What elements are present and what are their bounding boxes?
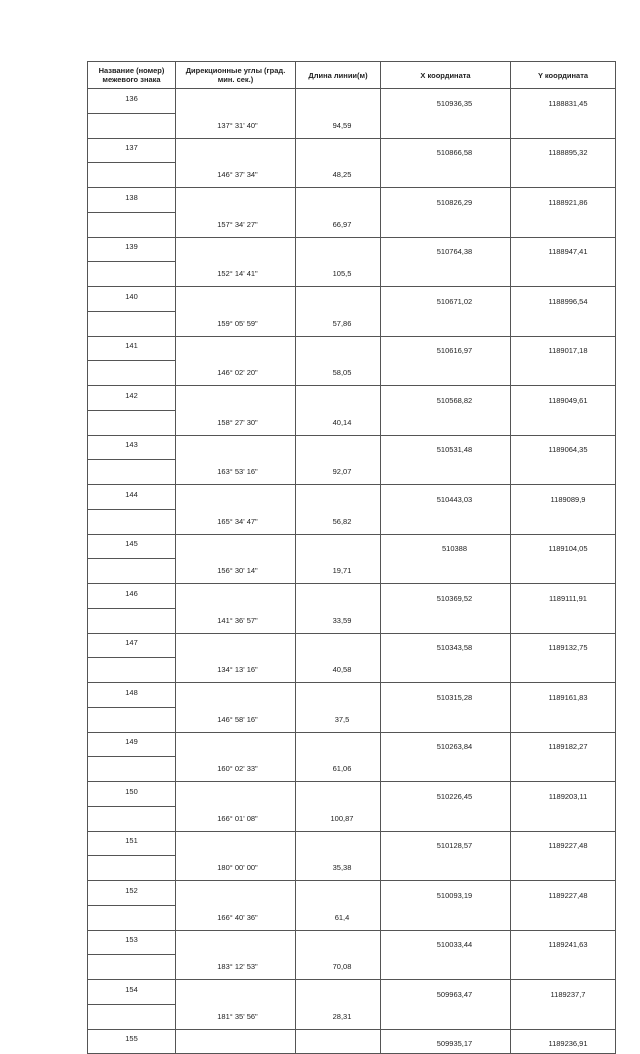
empty-cell <box>511 806 616 831</box>
empty-cell <box>296 782 381 807</box>
x-coordinate: 510568,82 <box>381 386 511 411</box>
point-name: 147 <box>88 633 176 658</box>
direction-angle: 137° 31' 40" <box>176 113 296 138</box>
empty-cell <box>511 212 616 237</box>
empty-cell <box>381 509 511 534</box>
y-coordinate: 1189203,11 <box>511 782 616 807</box>
empty-cell <box>511 361 616 386</box>
point-name: 152 <box>88 881 176 906</box>
table-row <box>88 212 616 237</box>
empty-cell <box>381 212 511 237</box>
empty-cell <box>176 485 296 510</box>
point-name: 149 <box>88 732 176 757</box>
x-coordinate: 510531,48 <box>381 435 511 460</box>
x-coordinate: 510315,28 <box>381 683 511 708</box>
empty-cell <box>296 386 381 411</box>
direction-angle: 183° 12' 53" <box>176 955 296 980</box>
empty-cell <box>176 435 296 460</box>
empty-cell <box>176 831 296 856</box>
empty-cell <box>381 163 511 188</box>
header-angle: Дирекционные углы (град. мин. сек.) <box>176 62 296 89</box>
empty-cell <box>88 262 176 287</box>
table-row <box>88 113 616 138</box>
empty-cell <box>88 212 176 237</box>
table-row <box>88 460 616 485</box>
table-row <box>88 707 616 732</box>
point-name: 144 <box>88 485 176 510</box>
point-name: 153 <box>88 930 176 955</box>
empty-cell <box>381 608 511 633</box>
line-length: 105,5 <box>296 262 381 287</box>
y-coordinate: 1188921,86 <box>511 188 616 213</box>
line-length: 40,14 <box>296 410 381 435</box>
line-length: 94,59 <box>296 113 381 138</box>
point-name: 154 <box>88 980 176 1005</box>
empty-cell <box>511 460 616 485</box>
table-row <box>88 188 616 213</box>
empty-cell <box>511 608 616 633</box>
line-length: 40,58 <box>296 658 381 683</box>
empty-cell <box>176 138 296 163</box>
y-coordinate: 1188895,32 <box>511 138 616 163</box>
x-coordinate: 510226,45 <box>381 782 511 807</box>
point-name: 140 <box>88 287 176 312</box>
empty-cell <box>176 683 296 708</box>
table-row <box>88 905 616 930</box>
y-coordinate: 1189017,18 <box>511 336 616 361</box>
x-coordinate: 510671,02 <box>381 287 511 312</box>
direction-angle: 146° 02' 20" <box>176 361 296 386</box>
empty-cell <box>296 138 381 163</box>
table-row <box>88 930 616 955</box>
empty-cell <box>176 980 296 1005</box>
direction-angle: 152° 14' 41" <box>176 262 296 287</box>
empty-cell <box>511 113 616 138</box>
line-length: 19,71 <box>296 559 381 584</box>
header-y: Y координата <box>511 62 616 89</box>
empty-cell <box>381 361 511 386</box>
empty-cell <box>511 905 616 930</box>
empty-cell <box>88 361 176 386</box>
table-row <box>88 361 616 386</box>
empty-cell <box>176 89 296 114</box>
direction-angle: 160° 02' 33" <box>176 757 296 782</box>
table-row <box>88 1029 616 1054</box>
empty-cell <box>511 311 616 336</box>
empty-cell <box>511 262 616 287</box>
table-row <box>88 89 616 114</box>
x-coordinate: 510936,35 <box>381 89 511 114</box>
empty-cell <box>176 237 296 262</box>
empty-cell <box>296 336 381 361</box>
empty-cell <box>381 410 511 435</box>
point-name: 139 <box>88 237 176 262</box>
empty-cell <box>88 460 176 485</box>
y-coordinate: 1189161,83 <box>511 683 616 708</box>
y-coordinate: 1189237,7 <box>511 980 616 1005</box>
line-length: 28,31 <box>296 1004 381 1029</box>
line-length: 58,05 <box>296 361 381 386</box>
y-coordinate: 1188947,41 <box>511 237 616 262</box>
empty-cell <box>381 955 511 980</box>
point-name: 151 <box>88 831 176 856</box>
direction-angle: 134° 13' 16" <box>176 658 296 683</box>
line-length: 37,5 <box>296 707 381 732</box>
empty-cell <box>88 905 176 930</box>
empty-cell <box>88 658 176 683</box>
empty-cell <box>511 410 616 435</box>
table-row <box>88 633 616 658</box>
y-coordinate: 1188996,54 <box>511 287 616 312</box>
table-row <box>88 1004 616 1029</box>
line-length: 56,82 <box>296 509 381 534</box>
empty-cell <box>381 262 511 287</box>
line-length: 70,08 <box>296 955 381 980</box>
table-row <box>88 435 616 460</box>
empty-cell <box>381 905 511 930</box>
direction-angle: 166° 01' 08" <box>176 806 296 831</box>
empty-cell <box>296 188 381 213</box>
empty-cell <box>296 683 381 708</box>
x-coordinate: 510866,58 <box>381 138 511 163</box>
x-coordinate: 510263,84 <box>381 732 511 757</box>
table-header-row <box>88 62 616 89</box>
empty-cell <box>381 707 511 732</box>
empty-cell <box>88 113 176 138</box>
empty-cell <box>296 831 381 856</box>
table-row <box>88 980 616 1005</box>
line-length: 61,4 <box>296 905 381 930</box>
point-name: 146 <box>88 584 176 609</box>
empty-cell <box>296 237 381 262</box>
empty-cell <box>296 881 381 906</box>
empty-cell <box>176 930 296 955</box>
table-row <box>88 287 616 312</box>
table-row <box>88 831 616 856</box>
empty-cell <box>176 534 296 559</box>
direction-angle: 159° 05' 59" <box>176 311 296 336</box>
point-name: 137 <box>88 138 176 163</box>
empty-cell <box>381 757 511 782</box>
line-length: 66,97 <box>296 212 381 237</box>
empty-cell <box>176 1029 296 1054</box>
table-row <box>88 881 616 906</box>
x-coordinate: 509963,47 <box>381 980 511 1005</box>
empty-cell <box>88 559 176 584</box>
header-x: X координата <box>381 62 511 89</box>
x-coordinate: 510369,52 <box>381 584 511 609</box>
y-coordinate: 1189227,48 <box>511 881 616 906</box>
line-length: 35,38 <box>296 856 381 881</box>
empty-cell <box>296 534 381 559</box>
x-coordinate: 510388 <box>381 534 511 559</box>
empty-cell <box>296 1029 381 1054</box>
empty-cell <box>381 311 511 336</box>
direction-angle: 166° 40' 36" <box>176 905 296 930</box>
empty-cell <box>176 336 296 361</box>
table-row <box>88 757 616 782</box>
table-row <box>88 658 616 683</box>
table-row <box>88 683 616 708</box>
x-coordinate: 510128,57 <box>381 831 511 856</box>
empty-cell <box>511 1004 616 1029</box>
table-row <box>88 559 616 584</box>
y-coordinate: 1189132,75 <box>511 633 616 658</box>
table-row <box>88 806 616 831</box>
point-name: 136 <box>88 89 176 114</box>
x-coordinate: 510343,58 <box>381 633 511 658</box>
table-row <box>88 262 616 287</box>
table-row <box>88 163 616 188</box>
table-row <box>88 138 616 163</box>
table-row <box>88 782 616 807</box>
x-coordinate: 510764,38 <box>381 237 511 262</box>
point-name: 138 <box>88 188 176 213</box>
table-row <box>88 311 616 336</box>
y-coordinate: 1189182,27 <box>511 732 616 757</box>
line-length: 48,25 <box>296 163 381 188</box>
x-coordinate: 510616,97 <box>381 336 511 361</box>
empty-cell <box>511 757 616 782</box>
direction-angle: 156° 30' 14" <box>176 559 296 584</box>
empty-cell <box>511 856 616 881</box>
line-length: 92,07 <box>296 460 381 485</box>
empty-cell <box>511 509 616 534</box>
empty-cell <box>296 89 381 114</box>
x-coordinate: 510093,19 <box>381 881 511 906</box>
table-body <box>88 89 616 1054</box>
point-name: 141 <box>88 336 176 361</box>
empty-cell <box>296 485 381 510</box>
table-row <box>88 955 616 980</box>
direction-angle: 181° 35' 56" <box>176 1004 296 1029</box>
empty-cell <box>511 955 616 980</box>
y-coordinate: 1189236,91 <box>511 1029 616 1054</box>
empty-cell <box>296 980 381 1005</box>
direction-angle: 146° 37' 34" <box>176 163 296 188</box>
line-length: 100,87 <box>296 806 381 831</box>
empty-cell <box>296 584 381 609</box>
empty-cell <box>381 460 511 485</box>
empty-cell <box>88 856 176 881</box>
y-coordinate: 1189241,63 <box>511 930 616 955</box>
empty-cell <box>176 782 296 807</box>
empty-cell <box>88 163 176 188</box>
point-name: 150 <box>88 782 176 807</box>
empty-cell <box>296 930 381 955</box>
empty-cell <box>381 113 511 138</box>
empty-cell <box>511 559 616 584</box>
empty-cell <box>176 287 296 312</box>
empty-cell <box>176 633 296 658</box>
y-coordinate: 1189227,48 <box>511 831 616 856</box>
table-row <box>88 237 616 262</box>
direction-angle: 165° 34' 47" <box>176 509 296 534</box>
empty-cell <box>381 658 511 683</box>
y-coordinate: 1188831,45 <box>511 89 616 114</box>
line-length: 33,59 <box>296 608 381 633</box>
direction-angle: 158° 27' 30" <box>176 410 296 435</box>
empty-cell <box>88 757 176 782</box>
table-row <box>88 410 616 435</box>
empty-cell <box>88 509 176 534</box>
point-name: 143 <box>88 435 176 460</box>
point-name: 142 <box>88 386 176 411</box>
x-coordinate: 509935,17 <box>381 1029 511 1054</box>
point-name: 145 <box>88 534 176 559</box>
table-row <box>88 608 616 633</box>
empty-cell <box>381 856 511 881</box>
boundary-coordinates-table <box>87 61 616 1054</box>
table-row <box>88 534 616 559</box>
x-coordinate: 510826,29 <box>381 188 511 213</box>
empty-cell <box>296 732 381 757</box>
table-row <box>88 386 616 411</box>
empty-cell <box>176 188 296 213</box>
empty-cell <box>176 584 296 609</box>
line-length: 61,06 <box>296 757 381 782</box>
direction-angle: 141° 36' 57" <box>176 608 296 633</box>
header-length: Длина линии(м) <box>296 62 381 89</box>
y-coordinate: 1189104,05 <box>511 534 616 559</box>
empty-cell <box>88 608 176 633</box>
empty-cell <box>381 1004 511 1029</box>
point-name: 148 <box>88 683 176 708</box>
x-coordinate: 510443,03 <box>381 485 511 510</box>
table-row <box>88 732 616 757</box>
header-name: Название (номер) межевого знака <box>88 62 176 89</box>
line-length: 57,86 <box>296 311 381 336</box>
point-name: 155 <box>88 1029 176 1054</box>
empty-cell <box>88 707 176 732</box>
x-coordinate: 510033,44 <box>381 930 511 955</box>
direction-angle: 163° 53' 16" <box>176 460 296 485</box>
empty-cell <box>296 633 381 658</box>
table-row <box>88 336 616 361</box>
empty-cell <box>176 386 296 411</box>
y-coordinate: 1189049,61 <box>511 386 616 411</box>
empty-cell <box>88 1004 176 1029</box>
empty-cell <box>381 559 511 584</box>
empty-cell <box>511 707 616 732</box>
empty-cell <box>176 881 296 906</box>
direction-angle: 157° 34' 27" <box>176 212 296 237</box>
table-row <box>88 485 616 510</box>
empty-cell <box>296 287 381 312</box>
empty-cell <box>511 658 616 683</box>
direction-angle: 180° 00' 00" <box>176 856 296 881</box>
empty-cell <box>296 435 381 460</box>
table-row <box>88 509 616 534</box>
table-row <box>88 856 616 881</box>
table-row <box>88 584 616 609</box>
y-coordinate: 1189064,35 <box>511 435 616 460</box>
empty-cell <box>176 732 296 757</box>
empty-cell <box>88 311 176 336</box>
y-coordinate: 1189089,9 <box>511 485 616 510</box>
empty-cell <box>88 806 176 831</box>
direction-angle: 146° 58' 16" <box>176 707 296 732</box>
empty-cell <box>88 955 176 980</box>
empty-cell <box>511 163 616 188</box>
empty-cell <box>88 410 176 435</box>
y-coordinate: 1189111,91 <box>511 584 616 609</box>
empty-cell <box>381 806 511 831</box>
